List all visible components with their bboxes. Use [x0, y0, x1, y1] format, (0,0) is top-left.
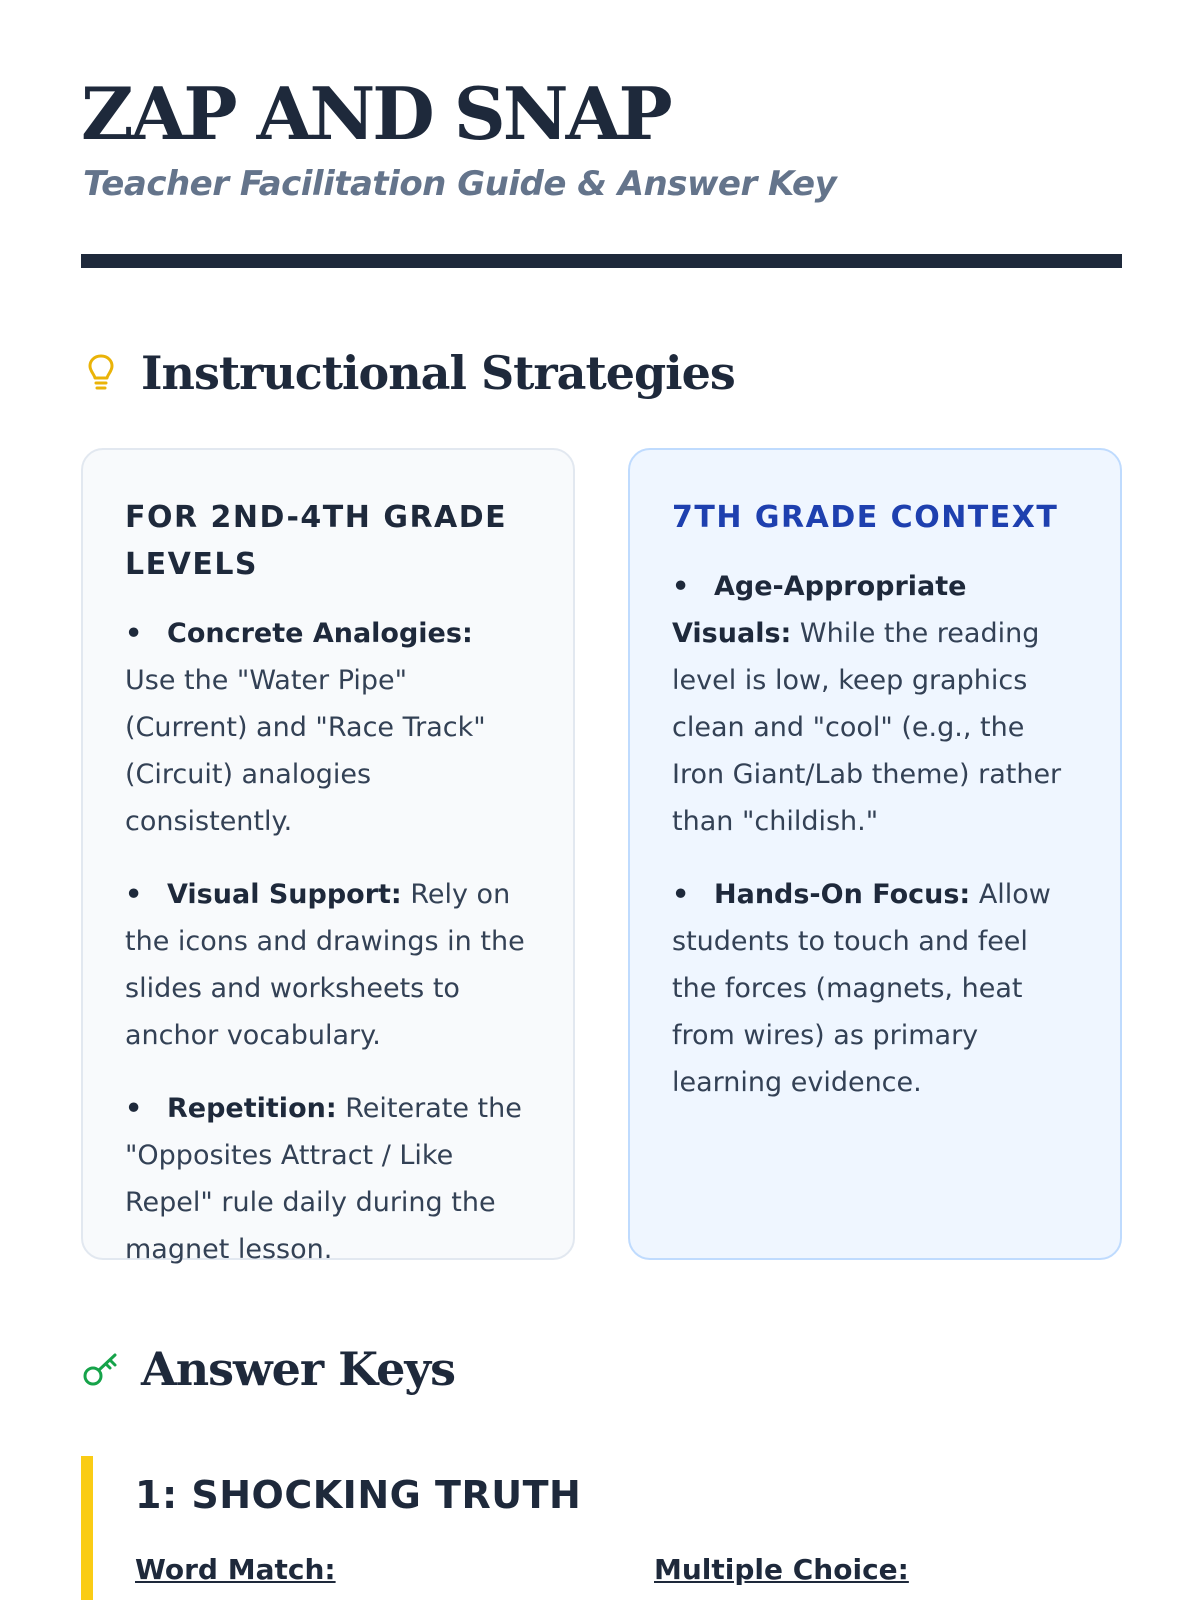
answer-keys-heading: Answer Keys	[141, 1342, 456, 1396]
bullet-icon: •	[125, 879, 143, 910]
word-match-label: Word Match:	[135, 1553, 336, 1586]
item-text: While the reading level is low, keep graphics clean and "cool" (e.g., the Iron Giant/Lab theme) rather than "childish."	[672, 618, 1062, 837]
item-label: Concrete Analogies:	[167, 618, 473, 649]
item-text: Reiterate the "Opposites Attract / Like Repel" rule daily during the magnet lesson.	[125, 1093, 522, 1265]
item-text: Use the "Water Pipe" (Current) and "Race Track" (Circuit) analogies consistently.	[125, 665, 486, 837]
item-label: Visual Support:	[167, 879, 402, 910]
document-subtitle: Teacher Facilitation Guide & Answer Key	[83, 164, 837, 204]
strategy-card-seventh-grade	[628, 448, 1122, 1260]
strategies-heading: Instructional Strategies	[141, 346, 735, 400]
list-item	[672, 563, 1078, 845]
item-label: Hands-On Focus:	[714, 879, 971, 910]
answer-keys-section-header	[81, 1342, 456, 1396]
answer-section-shocking-truth	[81, 1456, 1122, 1600]
item-text: Rely on the icons and drawings in the slides and worksheets to anchor vocabulary.	[125, 879, 525, 1051]
bullet-icon: •	[125, 1093, 143, 1124]
strategies-section-header	[81, 346, 735, 400]
item-label: Age-Appropriate Visuals:	[672, 571, 967, 649]
bullet-icon: •	[672, 571, 690, 602]
bullet-icon: •	[672, 879, 690, 910]
answer-section-heading: 1: SHOCKING TRUTH	[135, 1473, 582, 1517]
card-heading: 7TH GRADE CONTEXT	[672, 500, 1059, 535]
strategy-card-elementary	[81, 448, 575, 1265]
title-divider	[81, 254, 1122, 268]
list-item	[125, 610, 531, 845]
card-heading: FOR 2ND-4TH GRADE LEVELS	[125, 500, 508, 582]
key-icon	[81, 1349, 121, 1389]
item-text: Allow students to touch and feel the forces (magnets, heat from wires) as primary learning evidence.	[672, 879, 1051, 1098]
strategy-list	[672, 563, 1078, 1106]
bullet-icon: •	[125, 618, 143, 649]
list-item	[125, 1085, 531, 1273]
list-item	[672, 871, 1078, 1106]
document-title: ZAP AND SNAP	[81, 71, 670, 156]
multiple-choice-label: Multiple Choice:	[654, 1553, 909, 1586]
item-label: Repetition:	[167, 1093, 337, 1124]
lightbulb-icon	[81, 353, 121, 393]
strategy-list	[125, 610, 531, 1273]
list-item	[125, 871, 531, 1059]
